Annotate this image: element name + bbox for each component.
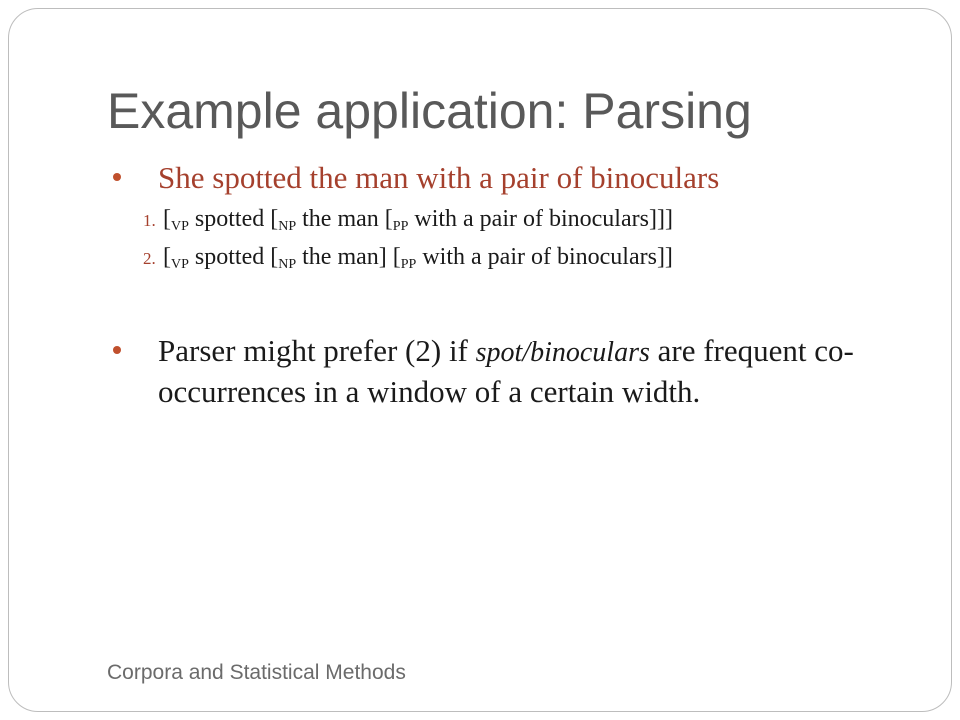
bullet-text: She spotted the man with a pair of binoculars <box>158 160 720 195</box>
bullet-text <box>158 331 854 411</box>
bullet-text-continued: occurrences in a window of a certain width. <box>158 374 701 409</box>
item-number: 2. <box>143 249 156 268</box>
bracket-text: the man [ <box>296 206 393 232</box>
phrase-label: NP <box>278 219 297 234</box>
bracket-text: [ <box>163 206 171 232</box>
bullet-text-start: Parser might prefer (2) if <box>158 333 476 368</box>
bracket-text: spotted [ <box>188 206 279 232</box>
phrase-label: PP <box>400 257 417 272</box>
phrase-label: VP <box>171 219 189 234</box>
bracket-text: with a pair of binoculars]]] <box>408 206 673 232</box>
numbered-item <box>143 200 673 240</box>
slide-title: Example application: Parsing <box>107 83 752 139</box>
bracket-text: [ <box>163 244 171 270</box>
bullet-dot-icon <box>113 173 121 181</box>
phrase-label: NP <box>278 257 297 272</box>
emphasis-text: spot/binoculars <box>475 337 650 368</box>
item-text <box>163 206 673 232</box>
item-text <box>163 244 673 270</box>
bracket-text: with a pair of binoculars]] <box>416 244 673 270</box>
bracket-text: spotted [ <box>188 244 279 270</box>
phrase-label: PP <box>392 219 409 234</box>
numbered-item <box>143 238 673 278</box>
slide-footer: Corpora and Statistical Methods <box>107 661 406 684</box>
bracket-text: the man] [ <box>296 244 401 270</box>
phrase-label: VP <box>171 257 189 272</box>
item-number: 1. <box>143 211 156 230</box>
bullet-text-end: are frequent co- <box>649 333 854 368</box>
bullet-dot-icon <box>113 346 121 354</box>
